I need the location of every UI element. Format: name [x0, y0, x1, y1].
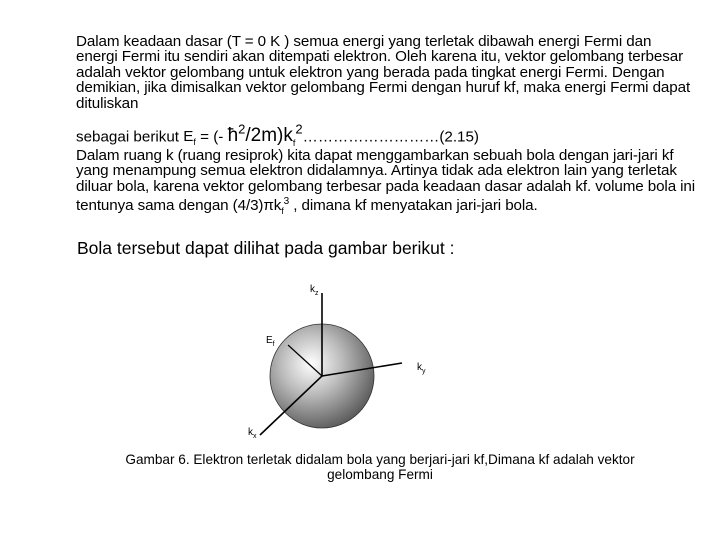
paragraph-fermi-intro: Dalam keadaan dasar (T = 0 K ) semua energi yang terletak dibawah energi Fermi dan energi Fermi itu sendiri akan ditempati elektron. Oleh karena itu, vektor gelombang terbesar adalah vektor gelombang untuk elektron yang berada pada tingkat energi Fermi. Dengan demikian, jika dimisalkan vektor gelombang Fermi dengan huruf kf, maka energi Fermi dapat dituliskan [76, 33, 691, 112]
ef-label: $E_f$ [266, 335, 275, 348]
fermi-sphere-diagram [240, 275, 440, 445]
kz-label: $k_z$ [310, 284, 319, 297]
equation-number: ………………………(2.15) [302, 128, 479, 146]
kx-label: $k_x$ [248, 427, 257, 440]
equation-lhs: $E_f$ [183, 128, 196, 148]
equation-rhs: $ħ^2/2m)k_f^2$ [227, 122, 303, 149]
ky-label: $k_y$ [417, 362, 426, 375]
paragraph-sphere-intro: Bola tersebut dapat dilihat pada gambar berikut : [77, 238, 455, 258]
paragraph-k-space: Dalam ruang k (ruang resiprok) kita dapat menggambarkan sebuah bola dengan jari-jari kf yang menampung semua elektron didalamnya. Artinya tidak ada elektron lain yang terletak diluar bola, karena vektor gelombang terbesar pada keadaan dasar adalah kf. volume bola ini tentunya sama dengan $(4/3)\pi k_f^3$ , dimana kf menyatakan jari-jari bola. [76, 147, 696, 217]
equation-lead: sebagai berikut [76, 128, 180, 146]
figure-caption: Gambar 6. Elektron terletak didalam bola yang berjari-jari kf,Dimana kf adalah vektor gelombang Fermi [125, 452, 635, 482]
equation-middle: = (- [195, 128, 228, 146]
